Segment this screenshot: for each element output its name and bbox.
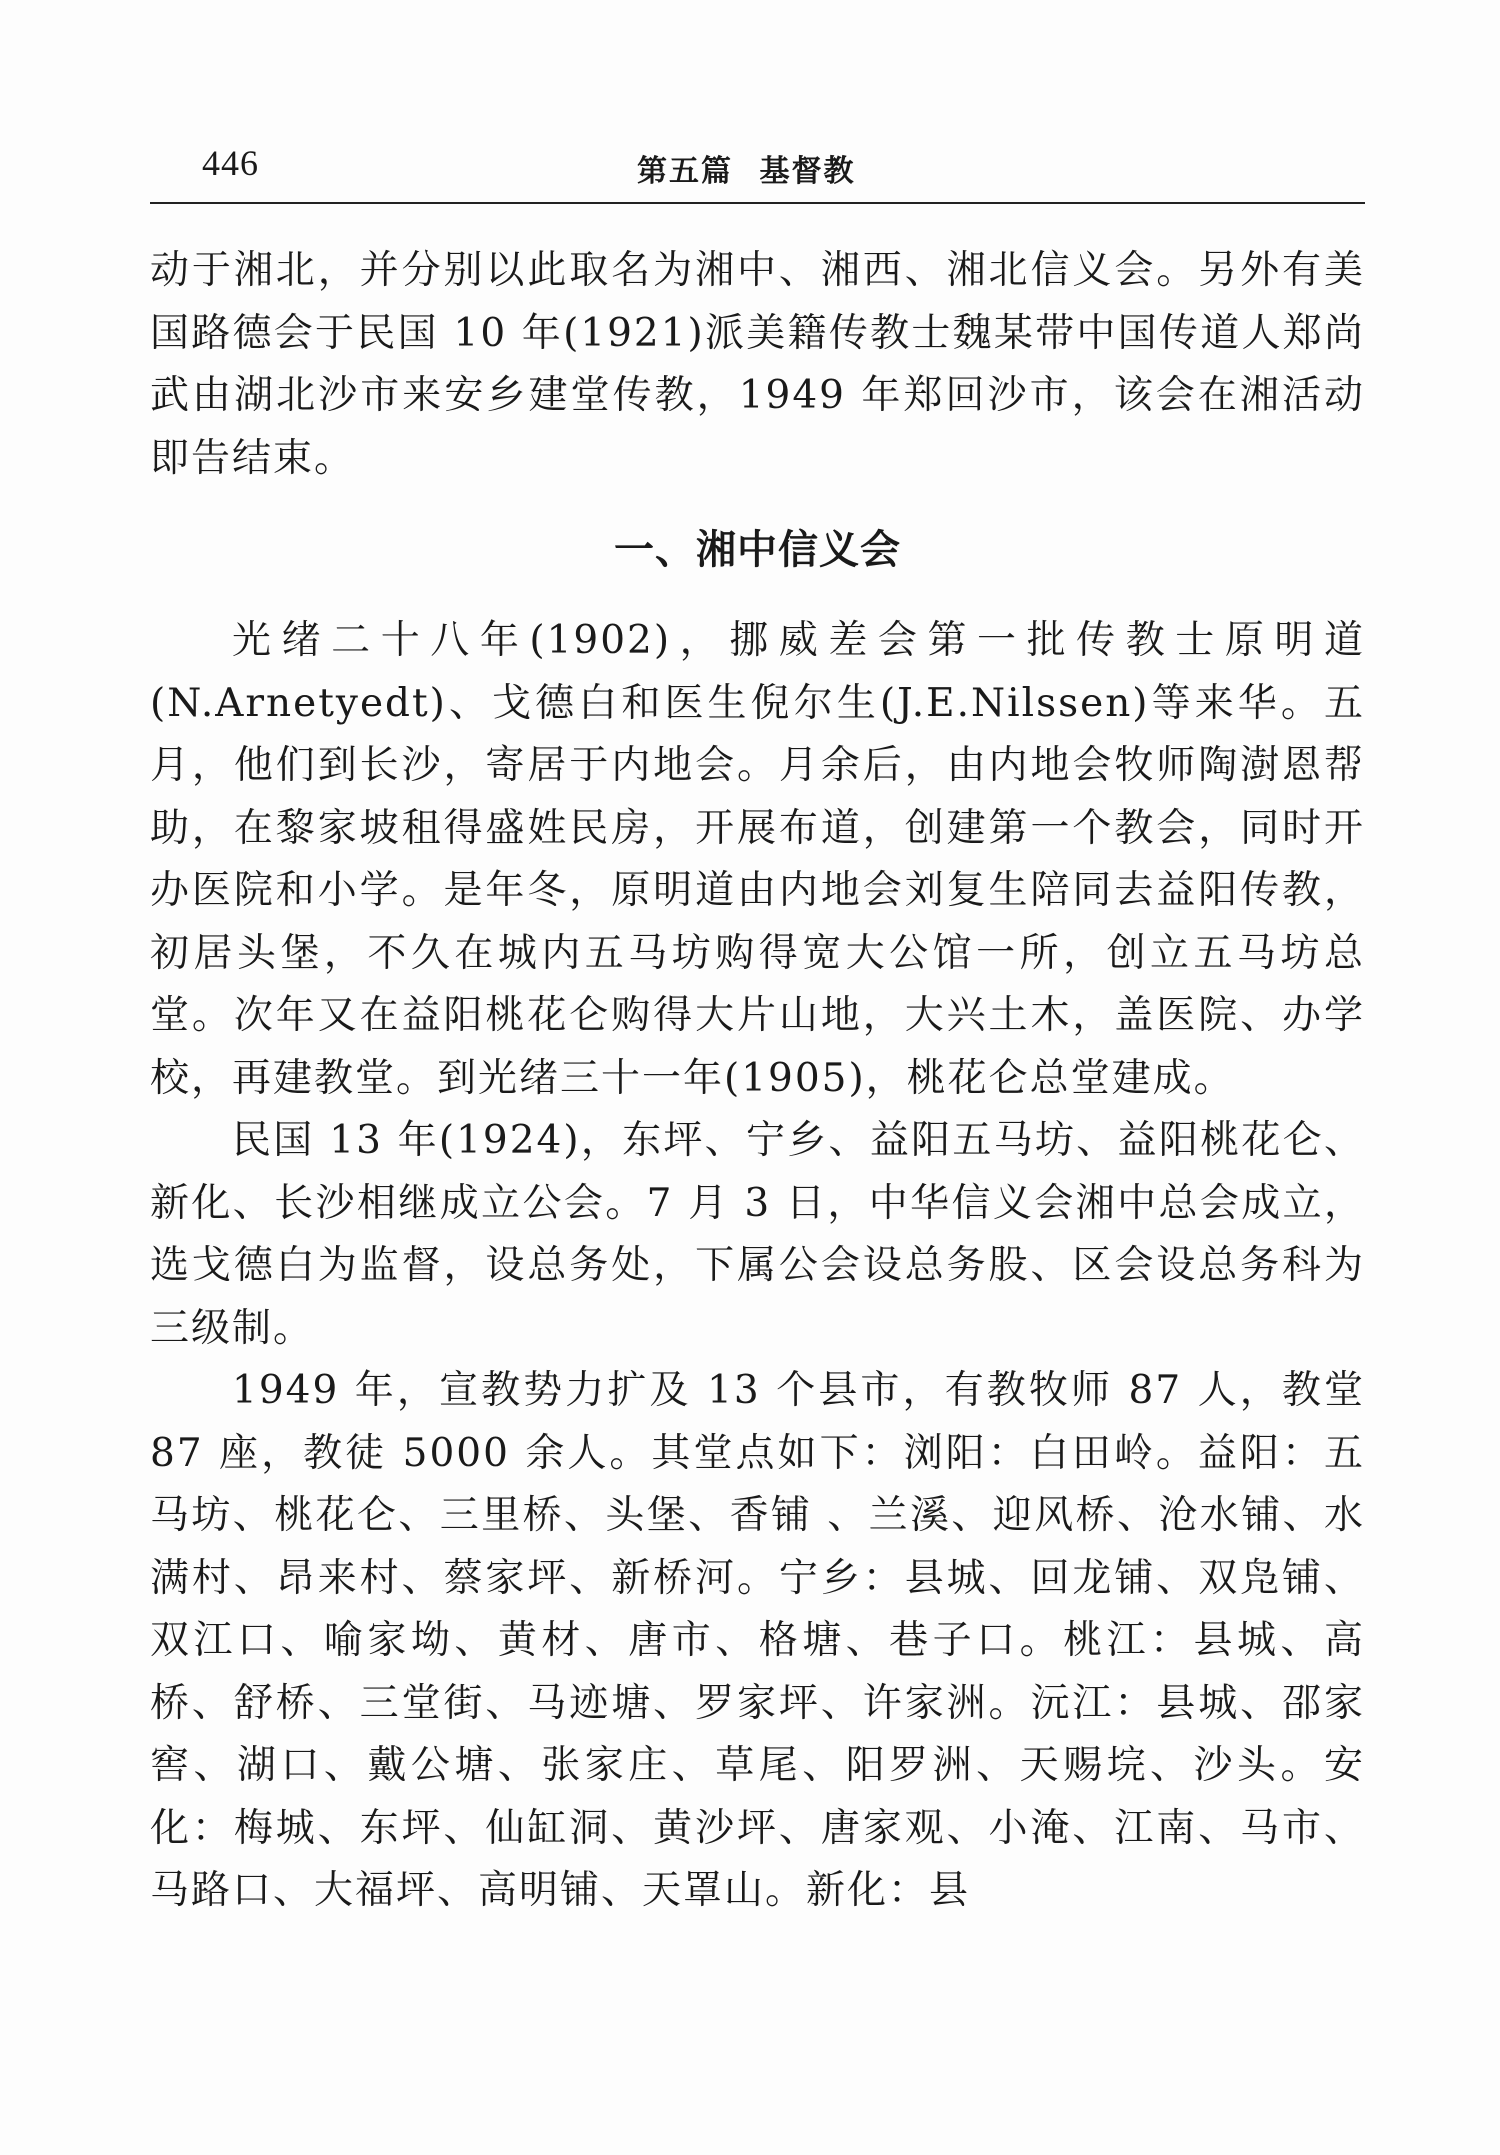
header-rule	[150, 202, 1365, 204]
body-paragraph: 民国 13 年(1924)，东坪、宁乡、益阳五马坊、益阳桃花仑、新化、长沙相继成立公会。7 月 3 日，中华信义会湘中总会成立，选戈德白为监督，设总务处，下属公会设总务股、区会设总务科为三级制。	[150, 1118, 1365, 1351]
body-paragraph: 光绪二十八年(1902)，挪威差会第一批传教士原明道(N.Arnetyedt)、戈德白和医生倪尔生(J.E.Nilssen)等来华。五月，他们到长沙，寄居于内地会。月余后，由内地会牧师陶澍恩帮助，在黎家坡租得盛姓民房，开展布道，创建第一个教会，同时开办医院和小学。是年冬，原明道由内地会刘复生陪同去益阳传教，初居头堡，不久在城内五马坊购得宽大公馆一所，创立五马坊总堂。次年又在益阳桃花仑购得大片山地，大兴土木，盖医院、办学校，再建教堂。到光绪三十一年(1905)，桃花仑总堂建成。	[150, 618, 1365, 1101]
page-body	[150, 240, 1365, 1923]
running-header	[150, 138, 1365, 198]
intro-paragraph: 动于湘北，并分别以此取名为湘中、湘西、湘北信义会。另外有美国路德会于民国 10 年(1921)派美籍传教士魏某带中国传道人郑尚武由湖北沙市来安乡建堂传教，1949 年郑回沙市，该会在湘活动即告结束。	[150, 248, 1365, 481]
body-paragraph: 1949 年，宣教势力扩及 13 个县市，有教牧师 87 人，教堂 87 座，教徒 5000 余人。其堂点如下：浏阳：白田岭。益阳：五马坊、桃花仑、三里桥、头堡、香铺 、兰溪、迎风桥、沧水铺、水满村、昂来村、蔡家坪、新桥河。宁乡：县城、回龙铺、双凫铺、双江口、喻家坳、黄材、唐市、格塘、巷子口。桃江：县城、高桥、舒桥、三堂街、马迹塘、罗家坪、许家洲。沅江：县城、邵家窖、湖口、戴公塘、张家庄、草尾、阳罗洲、天赐垸、沙头。安化：梅城、东坪、仙缸洞、黄沙坪、唐家观、小淹、江南、马市、马路口、大福坪、高明铺、天罩山。新化：县	[150, 1368, 1365, 1913]
section-heading: 一、湘中信义会	[614, 527, 901, 573]
page-number: 446	[202, 143, 259, 183]
running-section-title: 第五篇 基督教	[637, 154, 856, 189]
